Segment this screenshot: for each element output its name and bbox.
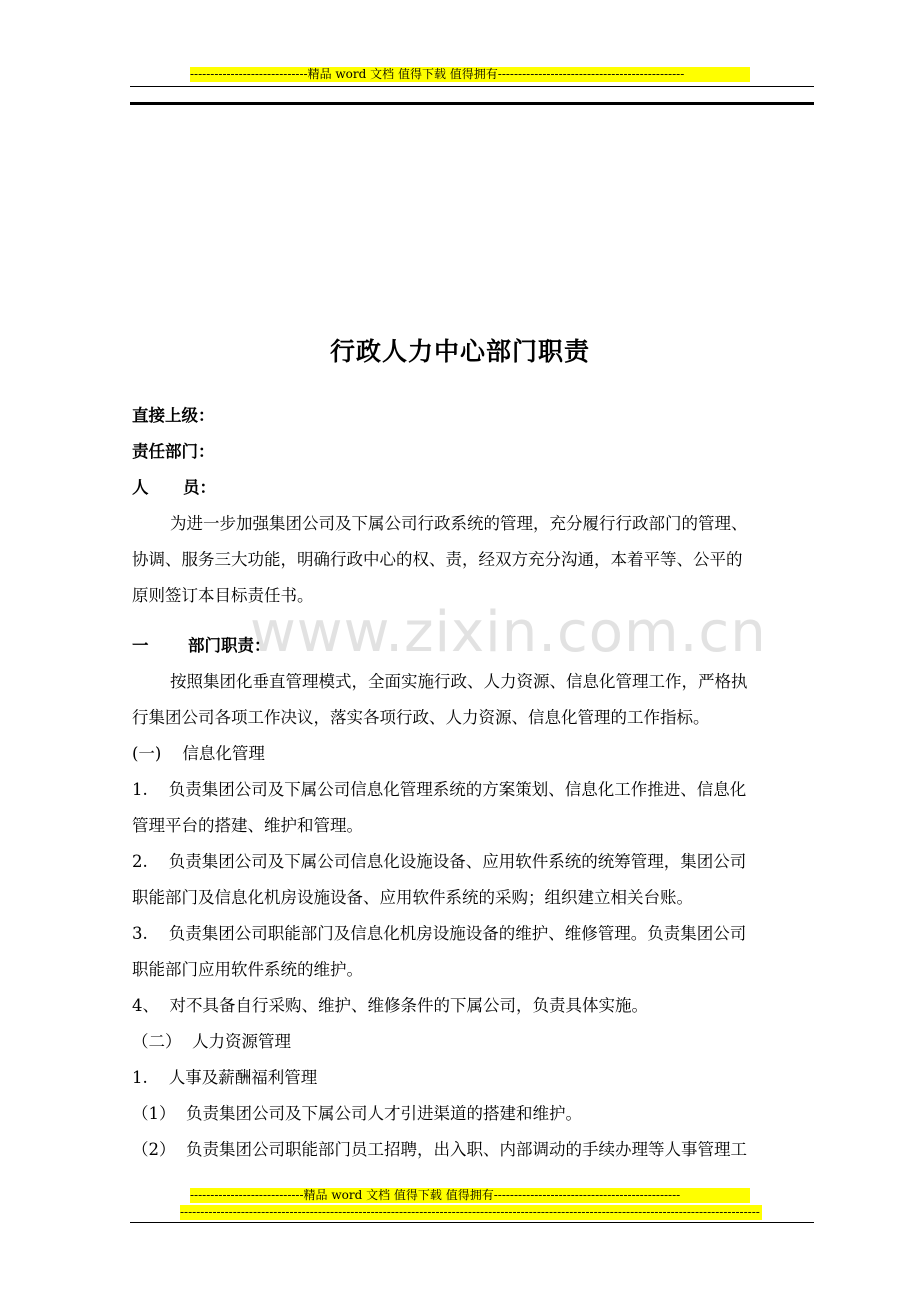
subsection-heading-it: (一) 信息化管理 [132, 744, 265, 763]
footer-banner: ----------------------------精品 word 文档 值得下载 值得拥有---------------------------------------------- [190, 1188, 750, 1203]
section-body-line-2: 行集团公司各项工作决议，落实各项行政、人力资源、信息化管理的工作指标。 [132, 708, 710, 727]
field-department: 责任部门： [132, 442, 215, 461]
field-superior: 直接上级： [132, 406, 215, 425]
footer-rule [130, 1222, 814, 1223]
field-staff: 人 员： [132, 478, 216, 497]
list-item: 职能部门及信息化机房设施设备、应用软件系统的采购；组织建立相关台账。 [132, 888, 693, 907]
intro-line-3: 原则签订本目标责任书。 [132, 586, 314, 605]
list-item: 4、 对不具备自行采购、维护、维修条件的下属公司，负责具体实施。 [132, 996, 648, 1015]
header-rule-thick [130, 102, 814, 105]
list-item: 1. 人事及薪酬福利管理 [132, 1068, 318, 1087]
watermark: www.zixin.com.cn [250, 600, 767, 665]
section-body-line-1: 按照集团化垂直管理模式，全面实施行政、人力资源、信息化管理工作，严格执 [170, 672, 748, 691]
page-title: 行政人力中心部门职责 [329, 337, 590, 366]
section-heading: 部门职责： [188, 636, 271, 655]
intro-line-1: 为进一步加强集团公司及下属公司行政系统的管理，充分履行行政部门的管理、 [170, 514, 748, 533]
list-item: （2） 负责集团公司职能部门员工招聘，出入职、内部调动的手续办理等人事管理工 [132, 1140, 747, 1159]
list-item: 2. 负责集团公司及下属公司信息化设施设备、应用软件系统的统筹管理，集团公司 [132, 852, 747, 871]
subsection-heading-hr: （二） 人力资源管理 [132, 1032, 291, 1051]
header-banner: -----------------------------精品 word 文档 值得下载 值得拥有---------------------------------------------- [190, 67, 750, 82]
list-item: 1. 负责集团公司及下属公司信息化管理系统的方案策划、信息化工作推进、信息化 [132, 780, 747, 799]
intro-line-2: 协调、服务三大功能，明确行政中心的权、责，经双方充分沟通，本着平等、公平的 [132, 550, 743, 569]
list-item: 管理平台的搭建、维护和管理。 [132, 816, 363, 835]
footer-banner-dashes: ----------------------------------------------------------------------------------------------------------------------------------------------- [180, 1205, 762, 1220]
list-item: （1） 负责集团公司及下属公司人才引进渠道的搭建和维护。 [132, 1104, 582, 1123]
list-item: 职能部门应用软件系统的维护。 [132, 960, 363, 979]
section-number: 一 [132, 636, 149, 655]
header-rule-thin [130, 86, 814, 87]
list-item: 3. 负责集团公司职能部门及信息化机房设施设备的维护、维修管理。负责集团公司 [132, 924, 747, 943]
